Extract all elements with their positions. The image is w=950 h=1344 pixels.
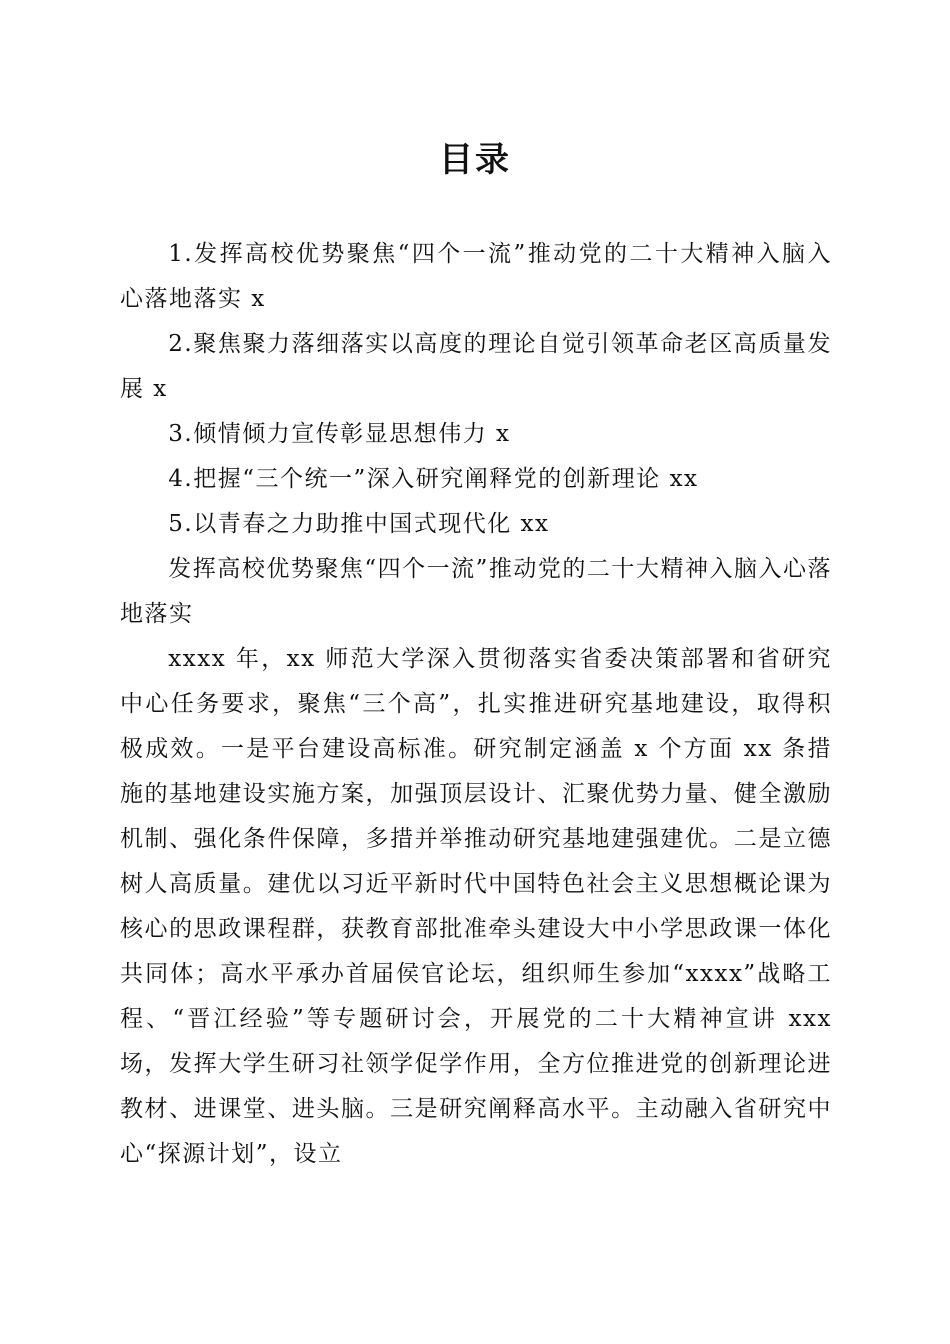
toc-item-3: 3.倾情倾力宣传彰显思想伟力 x (168, 421, 511, 447)
document-content (120, 232, 832, 1177)
section-heading: 发挥高校优势聚焦“四个一流”推动党的二十大精神入脑入心落地落实 (120, 556, 832, 627)
body-paragraph: xxxx 年，xx 师范大学深入贯彻落实省委决策部署和省研究中心任务要求，聚焦“三个高”，扎实推进研究基地建设，取得积极成效。一是平台建设高标准。研究制定涵盖 x 个方面 xx 条措施的基地建设实施方案，加强顶层设计、汇聚优势力量、健全激励机制、强化条件保障，多措并举推动研究基地建强建优。二是立德树人高质量。建优以习近平新时代中国特色社会主义思想概论课为核心的思政课程群，获教育部批准牵头建设大中小学思政课一体化共同体；高水平承办首届侯官论坛，组织师生参加“xxxx”战略工程、“晋江经验”等专题研讨会，开展党的二十大精神宣讲 xxx 场，发挥大学生研习社领学促学作用，全方位推进党的创新理论进教材、进课堂、进头脑。三是研究阐释高水平。主动融入省研究中心“探源计划”，设立 (120, 646, 832, 1167)
toc-item-4: 4.把握“三个统一”深入研究阐释党的创新理论 xx (168, 466, 699, 492)
toc-item-1: 1.发挥高校优势聚焦“四个一流”推动党的二十大精神入脑入心落地落实 x (120, 241, 832, 312)
toc-item-2: 2.聚焦聚力落细落实以高度的理论自觉引领革命老区高质量发展 x (120, 331, 832, 402)
toc-item-5: 5.以青春之力助推中国式现代化 xx (168, 511, 550, 537)
page-title: 目录 (439, 140, 511, 180)
